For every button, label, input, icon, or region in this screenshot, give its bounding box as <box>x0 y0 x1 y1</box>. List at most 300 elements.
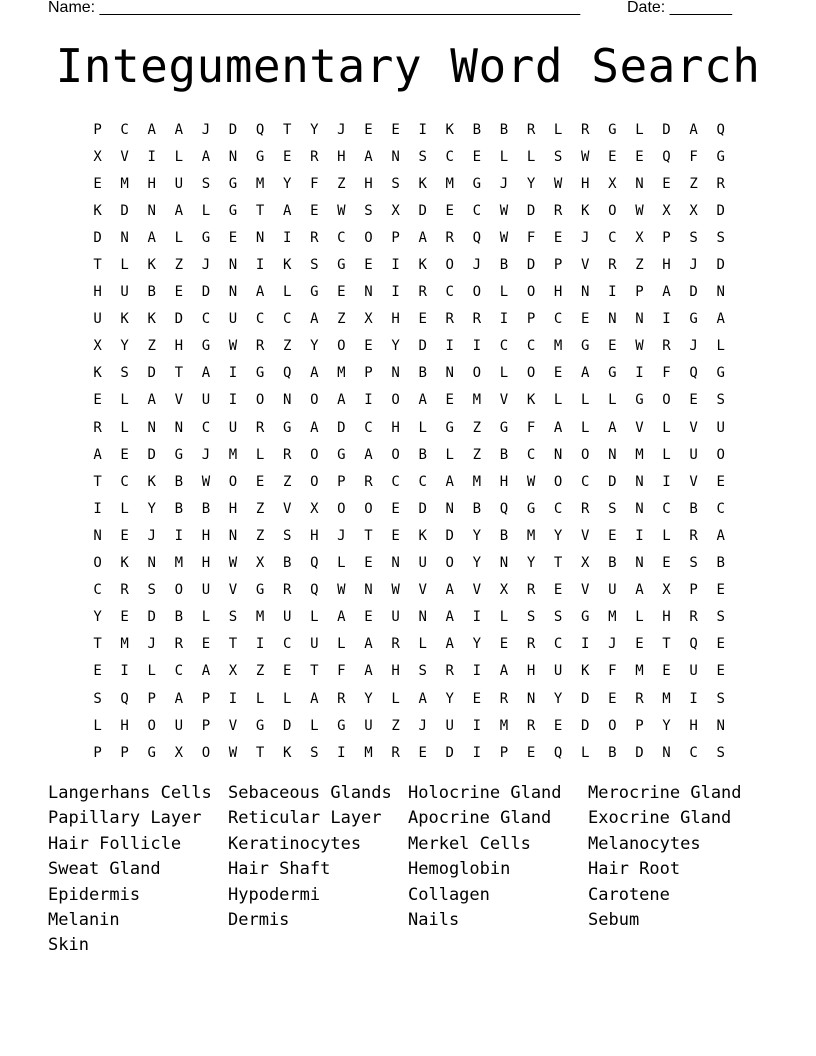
grid-letter: W <box>635 202 644 219</box>
grid-letter: W <box>201 473 211 490</box>
grid-letter: G <box>581 338 590 355</box>
grid-letter: U <box>174 175 184 192</box>
grid-letter: D <box>635 744 644 761</box>
grid-letter: C <box>391 473 400 490</box>
grid-letter: E <box>364 338 373 355</box>
grid-letter: O <box>310 446 319 463</box>
grid-letter: W <box>228 338 238 355</box>
grid-letter: M <box>662 690 671 707</box>
grid-letter: E <box>364 609 373 626</box>
grid-letter: L <box>445 446 454 463</box>
grid-letter: N <box>716 717 725 734</box>
grid-letter: W <box>391 582 400 599</box>
grid-letter: D <box>418 202 427 219</box>
word-list-item: Sebaceous Glands <box>228 783 392 803</box>
grid-letter: E <box>553 582 563 599</box>
grid-letter: Q <box>255 121 265 138</box>
grid-letter: X <box>174 744 184 761</box>
grid-letter: H <box>201 527 211 544</box>
grid-letter: H <box>662 257 671 274</box>
grid-letter: W <box>553 175 563 192</box>
grid-letter: H <box>499 473 509 490</box>
grid-letter: M <box>553 338 563 355</box>
grid-letter: D <box>228 121 238 138</box>
grid-letter: I <box>255 257 265 274</box>
grid-letter: V <box>228 582 238 599</box>
grid-letter: A <box>608 419 617 436</box>
grid-letter: L <box>337 555 346 572</box>
grid-letter: Q <box>689 636 698 653</box>
grid-letter: S <box>228 609 238 626</box>
grid-letter: C <box>608 229 617 246</box>
word-list-item: Sweat Gland <box>48 859 161 880</box>
grid-letter: W <box>337 582 346 599</box>
grid-letter: Z <box>255 663 265 680</box>
grid-row <box>84 495 734 522</box>
grid-letter: N <box>147 202 156 219</box>
grid-letter: J <box>147 636 156 653</box>
word-list-item: Hemoglobin <box>408 859 511 880</box>
grid-letter: I <box>635 527 644 544</box>
grid-letter: R <box>499 690 509 707</box>
grid-letter: E <box>499 636 509 653</box>
grid-letter: L <box>526 148 536 165</box>
grid-letter: I <box>120 663 129 680</box>
grid-letter: P <box>147 690 156 707</box>
grid-letter: S <box>282 527 292 544</box>
grid-row <box>84 550 734 577</box>
grid-letter: E <box>174 284 184 301</box>
grid-letter: J <box>689 338 698 355</box>
grid-letter: V <box>472 582 482 599</box>
grid-letter: M <box>472 473 482 490</box>
grid-letter: O <box>147 717 156 734</box>
grid-letter: O <box>310 392 319 409</box>
grid-letter: L <box>174 229 184 246</box>
grid-letter: I <box>472 663 482 680</box>
grid-letter: I <box>689 690 698 707</box>
grid-letter: C <box>581 473 590 490</box>
grid-letter: Q <box>553 744 563 761</box>
grid-letter: A <box>310 419 319 436</box>
grid-letter: B <box>201 500 211 517</box>
grid-row <box>84 739 734 766</box>
grid-letter: P <box>93 121 102 138</box>
grid-letter: T <box>93 473 102 490</box>
grid-letter: C <box>553 500 563 517</box>
grid-letter: Q <box>499 500 509 517</box>
grid-letter: G <box>337 446 346 463</box>
grid-letter: X <box>581 555 590 572</box>
grid-letter: L <box>499 609 509 626</box>
grid-letter: V <box>581 257 590 274</box>
grid-letter: R <box>310 148 319 165</box>
grid-letter: A <box>635 582 644 599</box>
grid-letter: P <box>526 311 536 328</box>
grid-letter: O <box>445 555 454 572</box>
grid-letter: V <box>689 419 698 436</box>
grid-letter: B <box>716 555 725 572</box>
grid-letter: E <box>418 744 427 761</box>
grid-letter: A <box>445 636 454 653</box>
grid-row <box>84 170 734 197</box>
grid-letter: T <box>228 636 238 653</box>
grid-letter: H <box>201 555 211 572</box>
grid-letter: G <box>716 148 725 165</box>
grid-row <box>84 279 734 306</box>
grid-letter: Z <box>174 257 184 274</box>
word-list-item: Papillary Layer <box>48 808 202 829</box>
grid-letter: C <box>337 229 346 246</box>
grid-letter: L <box>120 500 129 517</box>
grid-letter: X <box>662 202 671 219</box>
word-list-item: Merkel Cells <box>408 833 531 854</box>
grid-letter: I <box>147 148 156 165</box>
grid-letter: U <box>364 717 373 734</box>
grid-letter: P <box>93 744 102 761</box>
grid-letter: Z <box>472 419 482 436</box>
grid-letter: E <box>635 636 644 653</box>
grid-letter: B <box>147 284 156 301</box>
grid-letter: C <box>120 121 129 138</box>
grid-letter: L <box>147 663 156 680</box>
grid-letter: T <box>662 636 671 653</box>
grid-letter: E <box>228 229 238 246</box>
grid-letter: A <box>147 229 156 246</box>
grid-letter: I <box>635 365 644 382</box>
word-list-item: Epidermis <box>48 884 141 905</box>
grid-letter: S <box>418 663 427 680</box>
grid-letter: P <box>120 744 129 761</box>
grid-letter: L <box>418 636 427 653</box>
grid-letter: Y <box>391 338 400 355</box>
grid-letter: Z <box>635 257 644 274</box>
grid-letter: G <box>499 419 509 436</box>
grid-letter: L <box>93 717 102 734</box>
grid-letter: N <box>228 257 238 274</box>
grid-letter: N <box>553 446 563 463</box>
grid-letter: V <box>174 392 184 409</box>
grid-letter: A <box>689 121 698 138</box>
grid-letter: W <box>228 555 238 572</box>
grid-letter: O <box>337 500 346 517</box>
grid-letter: L <box>662 446 671 463</box>
grid-letter: R <box>445 311 454 328</box>
word-list-item: Reticular Layer <box>228 808 382 829</box>
grid-letter: E <box>716 473 725 490</box>
grid-letter: E <box>608 690 617 707</box>
grid-letter: R <box>526 717 536 734</box>
grid-letter: P <box>689 582 698 599</box>
grid-letter: Z <box>472 446 482 463</box>
grid-letter: I <box>228 690 238 707</box>
grid-letter: P <box>391 229 400 246</box>
grid-letter: Z <box>337 311 346 328</box>
grid-letter: E <box>608 338 617 355</box>
grid-letter: P <box>201 717 211 734</box>
grid-letter: U <box>310 636 319 653</box>
grid-letter: C <box>364 419 373 436</box>
grid-letter: T <box>553 555 563 572</box>
grid-letter: O <box>391 392 400 409</box>
grid-row <box>84 306 734 333</box>
grid-letter: K <box>445 121 454 138</box>
grid-letter: O <box>608 202 617 219</box>
grid-letter: X <box>391 202 400 219</box>
grid-letter: S <box>526 609 536 626</box>
grid-letter: A <box>282 202 292 219</box>
grid-letter: C <box>418 473 427 490</box>
grid-letter: N <box>635 311 644 328</box>
grid-letter: V <box>282 500 292 517</box>
grid-letter: R <box>716 175 725 192</box>
grid-letter: F <box>337 663 346 680</box>
grid-letter: R <box>364 473 373 490</box>
word-list-item: Hypodermi <box>228 884 321 905</box>
grid-letter: G <box>445 419 454 436</box>
grid-letter: H <box>147 175 156 192</box>
name-field-label: Name: ______________________________________________________ <box>48 0 581 16</box>
grid-letter: N <box>364 582 373 599</box>
grid-letter: G <box>310 284 319 301</box>
grid-letter: G <box>255 148 265 165</box>
grid-letter: C <box>472 202 482 219</box>
grid-letter: L <box>120 419 129 436</box>
grid-letter: Q <box>716 121 725 138</box>
grid-letter: U <box>553 663 563 680</box>
grid-letter: Z <box>337 175 346 192</box>
grid-letter: P <box>635 717 644 734</box>
grid-letter: O <box>526 284 536 301</box>
grid-letter: E <box>445 392 454 409</box>
grid-letter: A <box>201 663 211 680</box>
grid-letter: K <box>93 365 102 382</box>
grid-letter: E <box>120 446 129 463</box>
grid-letter: G <box>608 365 617 382</box>
grid-letter: O <box>228 473 238 490</box>
grid-letter: A <box>147 121 156 138</box>
grid-letter: G <box>635 392 644 409</box>
grid-letter: J <box>581 229 590 246</box>
grid-letter: O <box>364 229 373 246</box>
grid-letter: R <box>526 121 536 138</box>
grid-letter: L <box>255 690 265 707</box>
grid-letter: V <box>120 148 129 165</box>
grid-letter: S <box>689 555 698 572</box>
grid-letter: I <box>228 365 238 382</box>
grid-letter: A <box>364 663 373 680</box>
grid-letter: X <box>310 500 319 517</box>
grid-row <box>84 712 734 739</box>
grid-letter: U <box>608 582 617 599</box>
grid-letter: K <box>526 392 536 409</box>
grid-letter: N <box>608 446 617 463</box>
grid-letter: U <box>282 609 292 626</box>
grid-letter: P <box>662 229 671 246</box>
grid-letter: J <box>201 121 211 138</box>
grid-row <box>84 658 734 685</box>
grid-letter: A <box>147 392 156 409</box>
grid-letter: H <box>120 717 129 734</box>
grid-letter: E <box>716 582 725 599</box>
grid-letter: D <box>418 500 427 517</box>
grid-letter: D <box>418 338 427 355</box>
word-list-item: Apocrine Gland <box>408 808 552 829</box>
grid-letter: I <box>282 229 292 246</box>
word-list <box>48 782 768 960</box>
grid-letter: J <box>201 446 211 463</box>
grid-letter: F <box>608 663 617 680</box>
grid-letter: D <box>337 419 346 436</box>
grid-letter: L <box>635 121 644 138</box>
grid-letter: N <box>228 284 238 301</box>
grid-letter: W <box>499 202 509 219</box>
grid-letter: H <box>228 500 238 517</box>
word-list-item: Melanocytes <box>588 833 701 854</box>
grid-letter: R <box>689 527 698 544</box>
grid-letter: R <box>635 690 644 707</box>
grid-letter: L <box>201 202 211 219</box>
grid-letter: D <box>689 284 698 301</box>
grid-letter: L <box>282 690 292 707</box>
grid-letter: L <box>553 121 563 138</box>
grid-letter: F <box>662 365 671 382</box>
grid-letter: R <box>526 636 536 653</box>
word-list-item: Skin <box>48 935 89 956</box>
grid-letter: G <box>282 419 292 436</box>
grid-letter: O <box>662 392 671 409</box>
grid-letter: S <box>553 148 563 165</box>
grid-letter: R <box>282 582 292 599</box>
grid-letter: R <box>581 121 590 138</box>
grid-letter: L <box>635 609 644 626</box>
grid-letter: K <box>93 202 102 219</box>
grid-letter: X <box>689 202 698 219</box>
grid-letter: K <box>147 257 156 274</box>
grid-letter: Q <box>120 690 129 707</box>
grid-letter: D <box>716 202 725 219</box>
grid-letter: N <box>635 175 644 192</box>
grid-letter: L <box>553 392 563 409</box>
grid-letter: S <box>553 609 563 626</box>
grid-letter: E <box>472 690 482 707</box>
grid-letter: L <box>608 392 617 409</box>
grid-letter: M <box>120 636 129 653</box>
grid-letter: S <box>364 202 373 219</box>
grid-letter: A <box>364 148 373 165</box>
grid-letter: G <box>228 175 238 192</box>
grid-letter: N <box>147 555 156 572</box>
grid-letter: R <box>553 202 563 219</box>
grid-letter: E <box>337 284 346 301</box>
grid-letter: O <box>337 338 346 355</box>
grid-letter: A <box>364 446 373 463</box>
grid-letter: D <box>201 284 211 301</box>
grid-letter: C <box>201 419 211 436</box>
grid-letter: N <box>147 419 156 436</box>
grid-letter: B <box>282 555 292 572</box>
grid-letter: A <box>499 663 509 680</box>
grid-letter: J <box>201 257 211 274</box>
grid-letter: C <box>201 311 211 328</box>
grid-letter: T <box>364 527 373 544</box>
grid-letter: N <box>174 419 184 436</box>
grid-letter: L <box>581 744 590 761</box>
grid-letter: M <box>635 446 644 463</box>
grid-letter: E <box>364 555 373 572</box>
grid-letter: M <box>255 609 265 626</box>
grid-letter: C <box>255 311 265 328</box>
grid-letter: U <box>689 446 698 463</box>
grid-letter: O <box>716 446 725 463</box>
grid-letter: A <box>418 229 427 246</box>
grid-letter: B <box>608 555 617 572</box>
grid-letter: M <box>472 392 482 409</box>
word-list-item: Holocrine Gland <box>408 783 562 803</box>
grid-letter: R <box>282 446 292 463</box>
grid-letter: J <box>147 527 156 544</box>
grid-letter: D <box>526 202 536 219</box>
grid-letter: E <box>662 175 671 192</box>
grid-letter: O <box>553 473 563 490</box>
grid-letter: U <box>716 419 725 436</box>
grid-letter: N <box>662 744 671 761</box>
grid-letter: I <box>472 744 482 761</box>
grid-letter: Y <box>526 555 536 572</box>
grid-letter: H <box>337 148 346 165</box>
grid-letter: U <box>228 311 238 328</box>
grid-letter: N <box>120 229 129 246</box>
grid-letter: A <box>581 365 590 382</box>
grid-letter: A <box>174 202 184 219</box>
grid-letter: A <box>445 609 454 626</box>
grid-letter: M <box>174 555 184 572</box>
grid-letter: K <box>581 202 590 219</box>
grid-letter: B <box>472 500 482 517</box>
grid-letter: R <box>120 582 129 599</box>
grid-letter: R <box>445 663 454 680</box>
grid-letter: I <box>93 500 102 517</box>
grid-letter: O <box>472 284 482 301</box>
grid-letter: E <box>391 121 400 138</box>
grid-letter: E <box>93 392 102 409</box>
grid-letter: N <box>635 473 644 490</box>
grid-letter: E <box>255 473 265 490</box>
grid-letter: C <box>93 582 102 599</box>
grid-row <box>84 387 734 414</box>
grid-letter: E <box>93 175 102 192</box>
grid-letter: L <box>499 365 509 382</box>
word-list-item: Exocrine Gland <box>588 808 732 829</box>
grid-letter: U <box>93 311 102 328</box>
grid-row <box>84 143 734 170</box>
grid-letter: E <box>526 744 536 761</box>
grid-letter: U <box>228 419 238 436</box>
grid-letter: X <box>93 148 102 165</box>
grid-letter: X <box>635 229 644 246</box>
grid-letter: D <box>147 446 156 463</box>
grid-letter: Y <box>553 690 563 707</box>
grid-letter: P <box>201 690 211 707</box>
grid-letter: E <box>689 392 698 409</box>
grid-letter: N <box>391 365 400 382</box>
grid-letter: O <box>174 582 184 599</box>
grid-letter: M <box>337 365 346 382</box>
grid-letter: U <box>445 717 454 734</box>
grid-letter: V <box>581 527 590 544</box>
grid-letter: S <box>310 257 319 274</box>
grid-letter: A <box>716 311 725 328</box>
